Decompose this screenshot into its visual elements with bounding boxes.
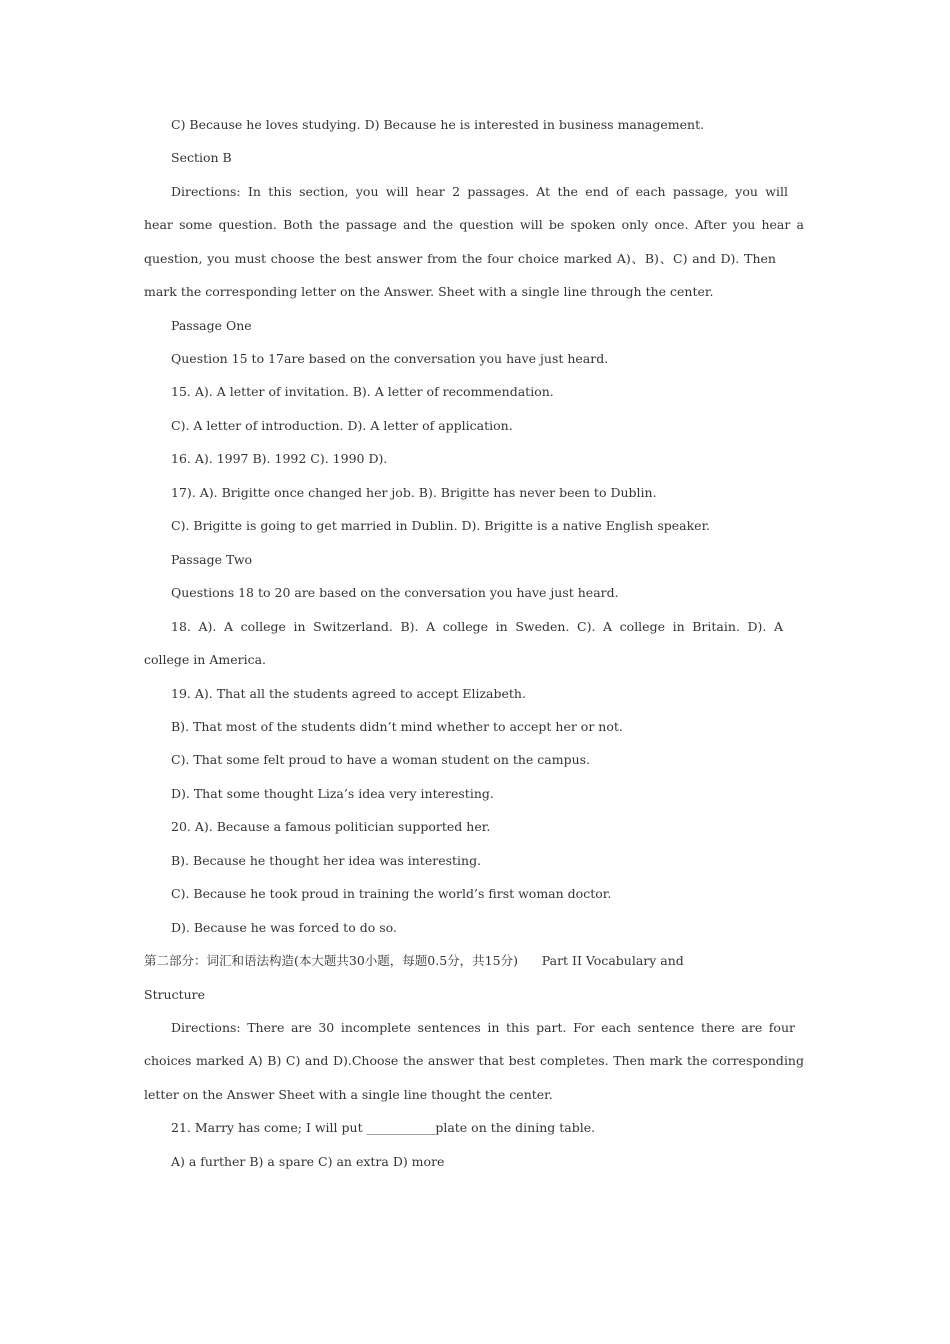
text-line: Directions: There are 30 incomplete sentences in this part. For each sentence there are four — [171, 1020, 795, 1035]
question-line: C). Because he took proud in training the world’s first woman doctor. — [171, 886, 612, 901]
question-line: 15. A). A letter of invitation. B). A letter of recommendation. — [171, 384, 554, 399]
text-line: choices marked A) B) C) and D).Choose the answer that best completes. Then mark the corresponding — [144, 1053, 804, 1068]
question-line: 21. Marry has come; I will put ___________plate on the dining table. — [171, 1120, 596, 1135]
question-line: C). Brigitte is going to get married in Dublin. D). Brigitte is a native English speaker. — [171, 518, 711, 533]
question-line: 17). A). Brigitte once changed her job. B). Brigitte has never been to Dublin. — [171, 485, 657, 500]
question-line: 19. A). That all the students agreed to accept Elizabeth. — [171, 686, 526, 701]
text-line: letter on the Answer Sheet with a single line thought the center. — [144, 1087, 553, 1102]
question-line: C). That some felt proud to have a woman student on the campus. — [171, 752, 591, 767]
question-line: college in America. — [144, 652, 266, 667]
text-line: Questions 18 to 20 are based on the conversation you have just heard. — [171, 585, 619, 600]
question-line: B). That most of the students didn’t mind whether to accept her or not. — [171, 719, 623, 734]
question-line: 20. A). Because a famous politician supported her. — [171, 819, 491, 834]
part-heading: Structure — [144, 987, 206, 1002]
text-line: Directions: In this section, you will hear 2 passages. At the end of each passage, you will — [171, 184, 788, 199]
part-heading: 第二部分：词汇和语法构造(本大题共30小题，每题0.5分，共15分) Part II Vocabulary and — [144, 953, 684, 968]
section-heading: Section B — [171, 150, 232, 165]
question-line: B). Because he thought her idea was interesting. — [171, 853, 482, 868]
question-line: C). A letter of introduction. D). A letter of application. — [171, 418, 513, 433]
question-line: D). Because he was forced to do so. — [171, 920, 397, 935]
passage-heading: Passage One — [171, 318, 252, 333]
text-line: hear some question. Both the passage and the question will be spoken only once. After you hear a — [144, 217, 804, 232]
question-line: 18. A). A college in Switzerland. B). A college in Sweden. C). A college in Britain. D). A — [171, 619, 783, 634]
text-line: mark the corresponding letter on the Answer. Sheet with a single line through the center. — [144, 284, 714, 299]
question-line: 16. A). 1997 B). 1992 C). 1990 D). — [171, 451, 388, 466]
question-line: D). That some thought Liza’s idea very interesting. — [171, 786, 494, 801]
text-line: Question 15 to 17are based on the conversation you have just heard. — [171, 351, 609, 366]
passage-heading: Passage Two — [171, 552, 253, 567]
text-line: question, you must choose the best answer from the four choice marked A)、B)、C) and D). Then — [144, 251, 776, 266]
answer-choices: A) a further B) a spare C) an extra D) more — [171, 1154, 445, 1169]
text-line: C) Because he loves studying. D) Because he is interested in business management. — [171, 117, 705, 132]
